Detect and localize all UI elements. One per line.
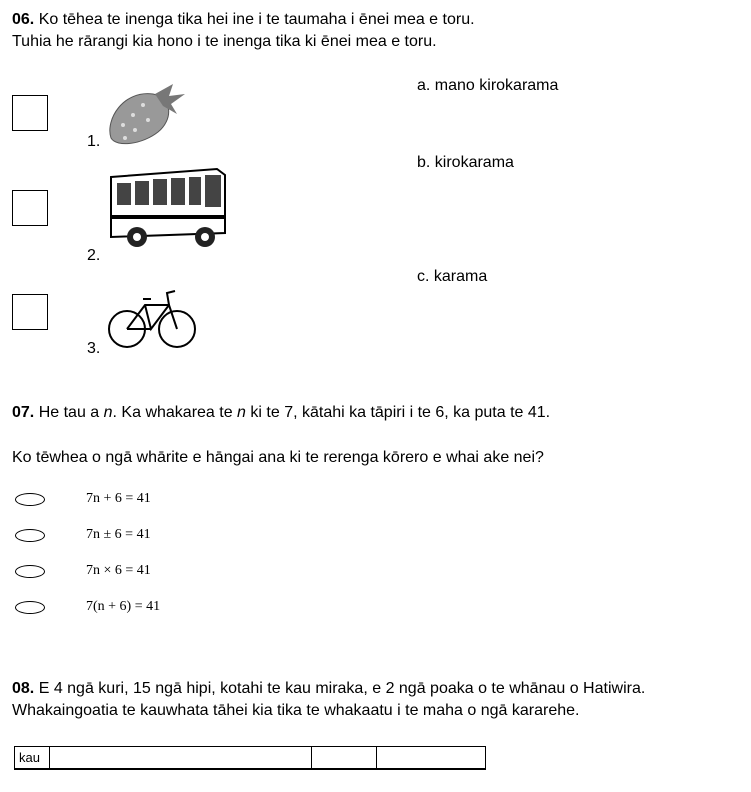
q08-line2: Whakaingoatia te kauwhata tāhei kia tika te whakaatu i te maha o ngā kararehe. bbox=[12, 702, 580, 719]
q08-text: E 4 ngā kuri, 15 ngā hipi, kotahi te kau miraka, e 2 ngā poaka o te whānau o Hatiwira. bbox=[34, 680, 646, 697]
option-a: a. mano kirokarama bbox=[417, 77, 559, 94]
item-3-label: 3. bbox=[87, 340, 101, 357]
q07-text-part: He tau a bbox=[34, 404, 104, 421]
table-cell[interactable] bbox=[377, 747, 486, 770]
q07-question: Ko tēwhea o ngā whārite e hāngai ana ki te rerenga kōrero e whai ake nei? bbox=[12, 449, 544, 466]
q06-line2: Tuhia he rārangi kia hono i te inenga tika ki ēnei mea e toru. bbox=[12, 33, 437, 50]
table-cell[interactable] bbox=[50, 747, 312, 770]
item-2-label: 2. bbox=[87, 247, 101, 264]
choice-2: 7n ± 6 = 41 bbox=[86, 527, 151, 542]
choice-1: 7n + 6 = 41 bbox=[86, 491, 151, 506]
choice-radio-3[interactable] bbox=[15, 565, 45, 578]
q07-var: n bbox=[103, 404, 113, 421]
choice-4: 7(n + 6) = 41 bbox=[86, 599, 161, 614]
q07-text-part: . Ka whakarea te bbox=[112, 404, 238, 421]
q07-var: n bbox=[237, 404, 246, 421]
table-cell-kau: kau bbox=[15, 747, 50, 770]
q08-number: 08. bbox=[12, 680, 35, 697]
choice-radio-2[interactable] bbox=[15, 529, 45, 542]
item-1-label: 1. bbox=[87, 133, 101, 150]
choice-3: 7n × 6 = 41 bbox=[86, 563, 151, 578]
q06-text: Ko tēhea te inenga tika hei ine i te taumaha i ēnei mea e toru. bbox=[34, 11, 475, 28]
bus-image bbox=[107, 165, 229, 250]
strawberry-image bbox=[103, 80, 188, 148]
q06-number: 06. bbox=[12, 11, 35, 28]
q07-text bbox=[12, 404, 550, 422]
choice-radio-4[interactable] bbox=[15, 601, 45, 614]
choice-radio-1[interactable] bbox=[15, 493, 45, 506]
table-cell[interactable] bbox=[312, 747, 377, 770]
bicycle-image bbox=[107, 277, 197, 355]
pictograph-table bbox=[14, 746, 486, 770]
option-c: c. karama bbox=[417, 268, 488, 285]
answer-box-3[interactable] bbox=[12, 294, 48, 330]
q07-text-part: ki te 7, kātahi ka tāpiri i te 6, ka puta te 41. bbox=[245, 404, 551, 421]
answer-box-2[interactable] bbox=[12, 190, 48, 226]
q08-line1 bbox=[12, 680, 645, 698]
q07-number: 07. bbox=[12, 404, 35, 421]
option-b: b. kirokarama bbox=[417, 154, 514, 171]
q06-line1 bbox=[12, 11, 475, 29]
answer-box-1[interactable] bbox=[12, 95, 48, 131]
